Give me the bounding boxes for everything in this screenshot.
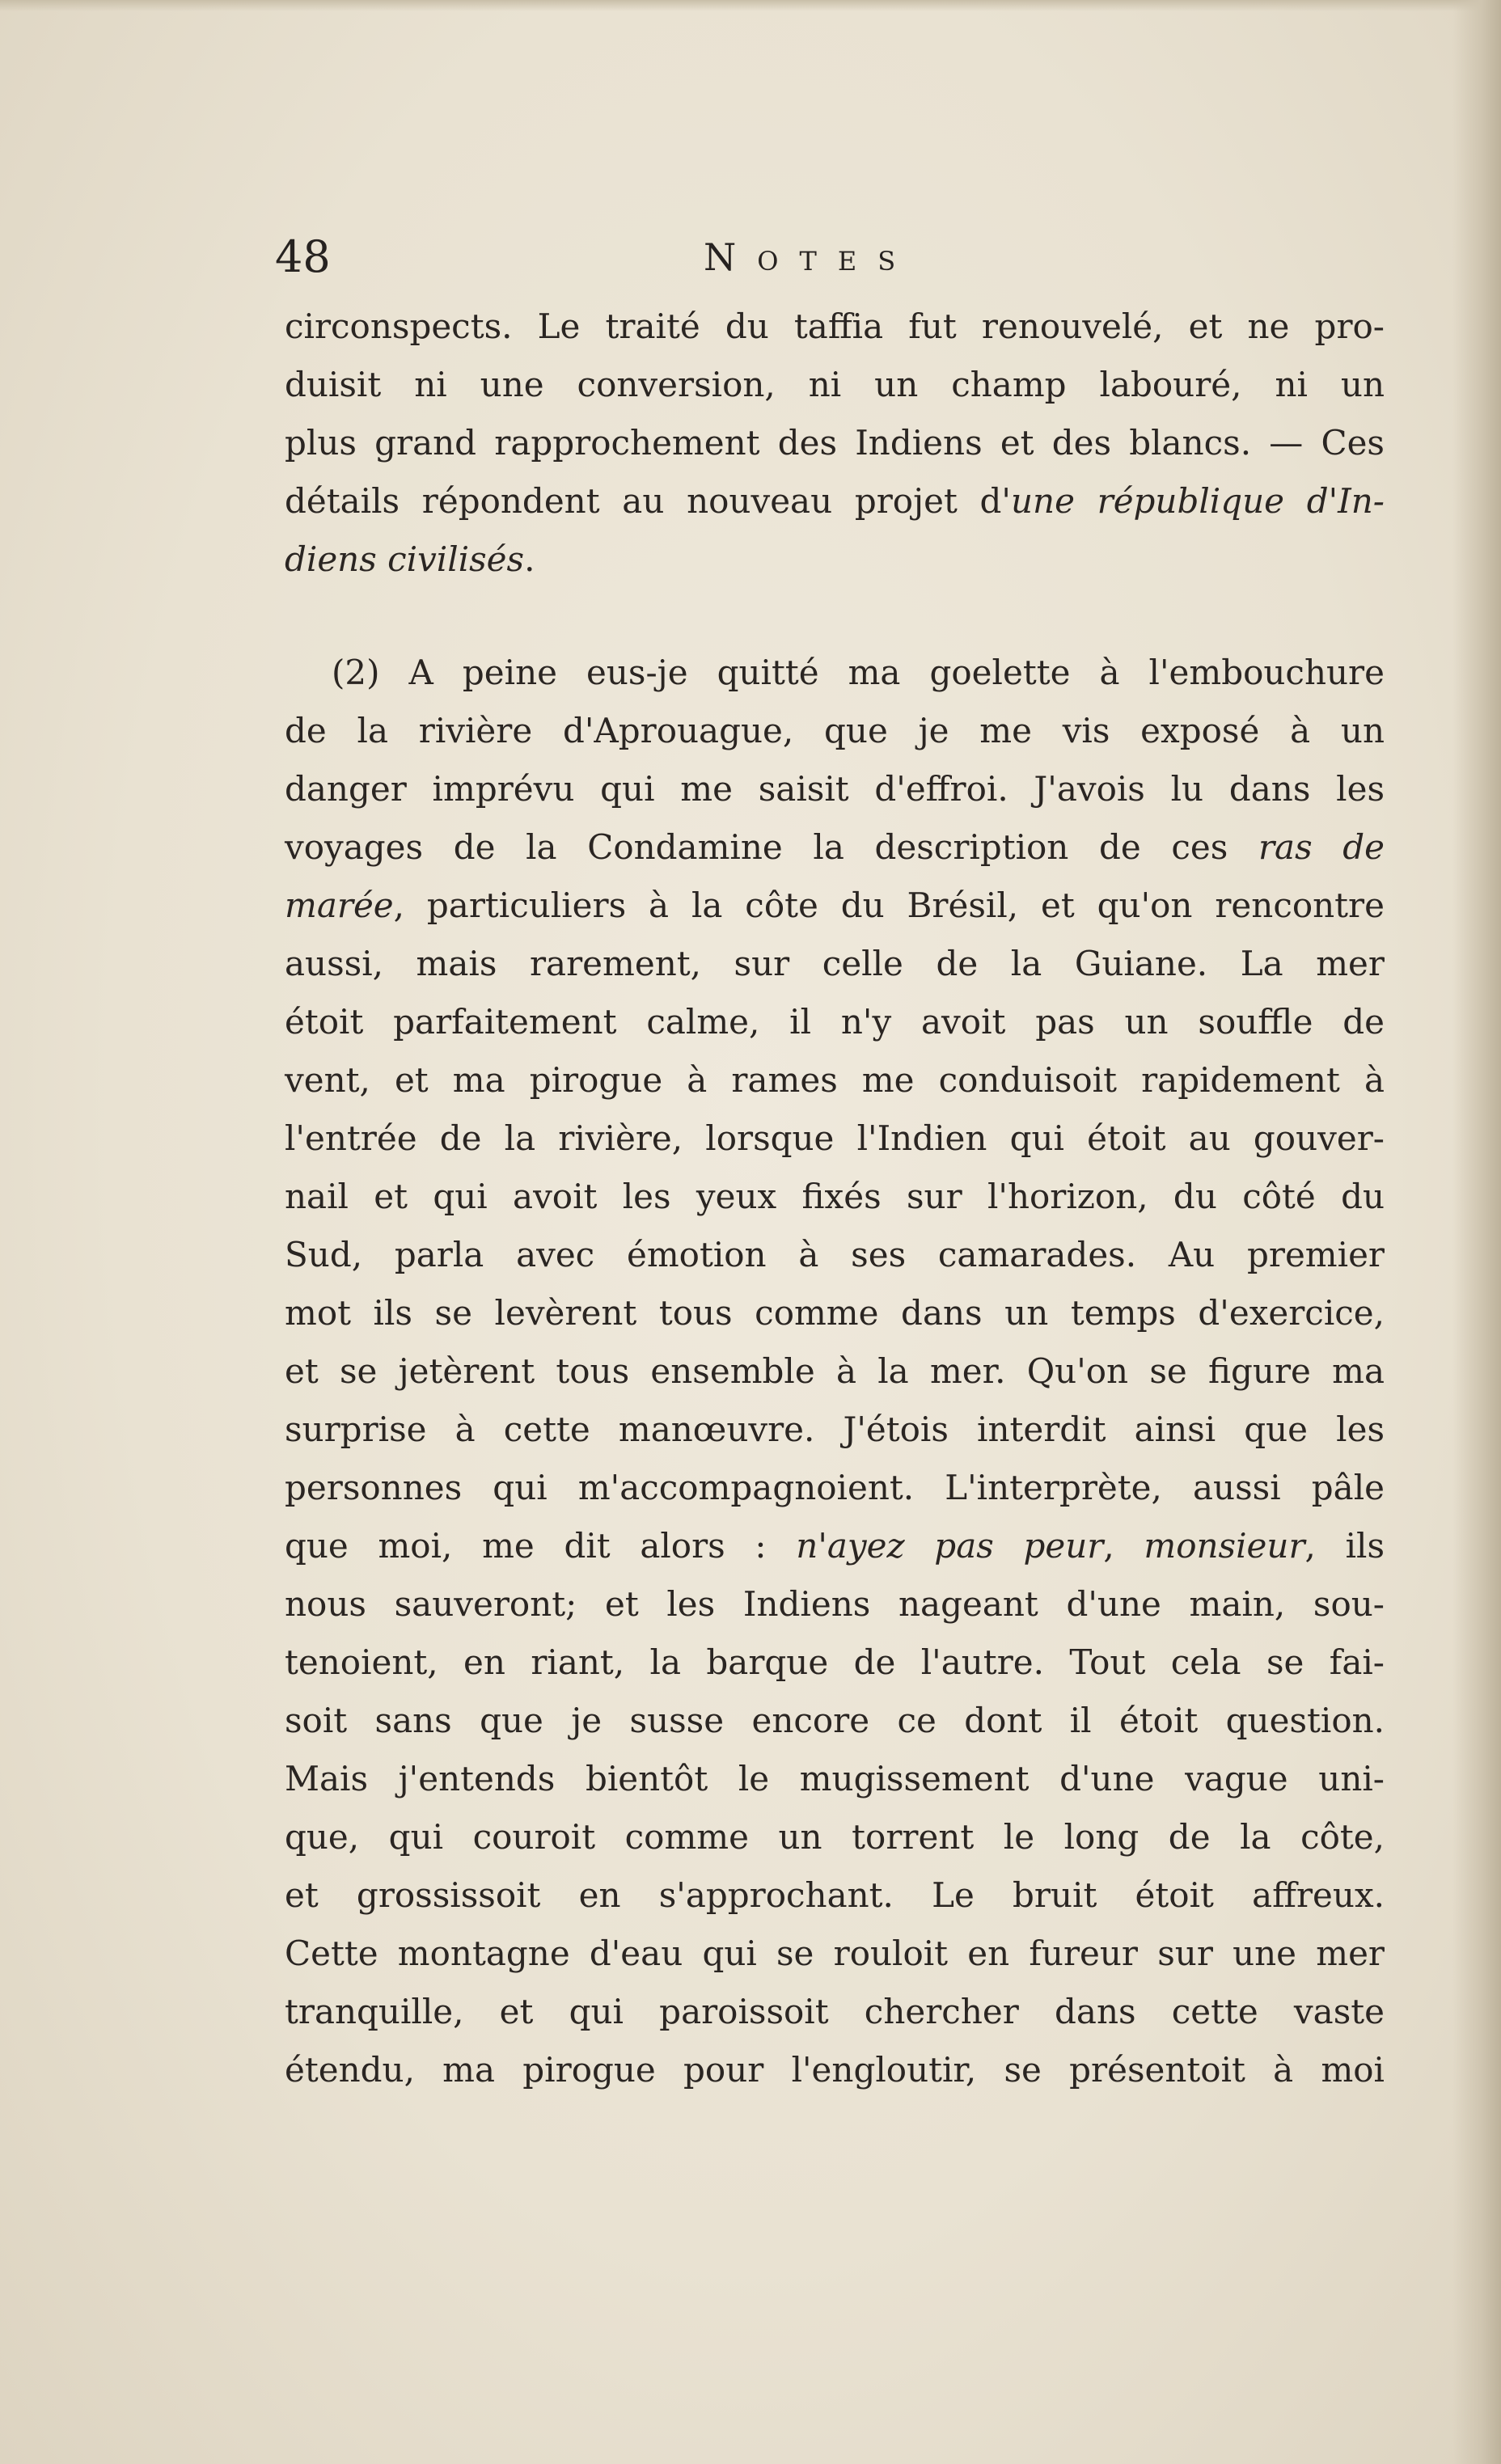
text-line: nail et qui avoit les yeux fixés sur l'horizon, du côté du bbox=[285, 1177, 1385, 1216]
text-line: tenoient, en riant, la barque de l'autre. Tout cela se fai- bbox=[285, 1642, 1385, 1682]
text-line: personnes qui m'accompagnoient. L'interprète, aussi pâle bbox=[285, 1468, 1385, 1507]
text-line: plus grand rapprochement des Indiens et des blancs. — Ces bbox=[285, 423, 1385, 463]
page-number: 48 bbox=[275, 231, 331, 282]
text-line: que, qui couroit comme un torrent le long de la côte, bbox=[285, 1817, 1385, 1857]
text-run: détails répondent au nouveau projet d' bbox=[285, 481, 1011, 521]
italic-run: diens civilisés bbox=[285, 539, 525, 579]
page-right-edge bbox=[1452, 0, 1501, 2464]
page-header bbox=[275, 225, 1391, 290]
italic-run: n'ayez pas peur bbox=[796, 1526, 1104, 1566]
text-line: danger imprévu qui me saisit d'effroi. J'avois lu dans les bbox=[285, 769, 1385, 809]
text-line bbox=[285, 530, 1385, 589]
text-run: , ils bbox=[1304, 1526, 1385, 1566]
text-line: de la rivière d'Aprouague, que je me vis exposé à un bbox=[285, 711, 1385, 750]
text-line: soit sans que je susse encore ce dont il étoit question. bbox=[285, 1701, 1385, 1740]
text-run: , particuliers à la côte du Brésil, et qu'on rencontre bbox=[393, 885, 1385, 925]
text-line: aussi, mais rarement, sur celle de la Guiane. La mer bbox=[285, 944, 1385, 983]
text-line: surprise à cette manœuvre. J'étois interdit ainsi que les bbox=[285, 1410, 1385, 1449]
paragraph-note-2 bbox=[285, 644, 1385, 2099]
text-run: , bbox=[1103, 1526, 1144, 1566]
text-line bbox=[285, 1517, 1385, 1575]
text-run: voyages de la Condamine la description de ces bbox=[285, 827, 1258, 867]
text-line: mot ils se levèrent tous comme dans un temps d'exercice, bbox=[285, 1293, 1385, 1333]
text-line: nous sauveront; et les Indiens nageant d'une main, sou- bbox=[285, 1584, 1385, 1624]
text-line: Mais j'entends bientôt le mugissement d'une vague uni- bbox=[285, 1759, 1385, 1798]
text-line bbox=[285, 877, 1385, 935]
text-line: l'entrée de la rivière, lorsque l'Indien qui étoit au gouver- bbox=[285, 1118, 1385, 1158]
text-run: que moi, me dit alors : bbox=[285, 1526, 797, 1566]
text-line bbox=[285, 472, 1385, 530]
text-line bbox=[285, 818, 1385, 877]
body-text bbox=[285, 298, 1385, 2099]
page-top-edge bbox=[0, 0, 1501, 11]
italic-run: monsieur bbox=[1144, 1526, 1305, 1566]
italic-run: marée bbox=[285, 885, 394, 925]
paragraph-continuation bbox=[285, 298, 1385, 589]
text-line: Sud, parla avec émotion à ses camarades. Au premier bbox=[285, 1235, 1385, 1274]
text-line: et grossissoit en s'approchant. Le bruit étoit affreux. bbox=[285, 1875, 1385, 1915]
text-line: Cette montagne d'eau qui se rouloit en fureur sur une mer bbox=[285, 1934, 1385, 1973]
italic-run: ras de bbox=[1258, 827, 1385, 867]
text-run: . bbox=[524, 539, 535, 579]
running-head: Notes bbox=[704, 235, 917, 279]
text-line: étendu, ma pirogue pour l'engloutir, se présentoit à moi bbox=[285, 2050, 1385, 2090]
text-line: vent, et ma pirogue à rames me conduisoit rapidement à bbox=[285, 1060, 1385, 1100]
text-line: tranquille, et qui paroissoit chercher dans cette vaste bbox=[285, 1992, 1385, 2031]
text-line: et se jetèrent tous ensemble à la mer. Qu'on se figure ma bbox=[285, 1351, 1385, 1391]
italic-run: une république d'In- bbox=[1010, 481, 1385, 521]
text-line: étoit parfaitement calme, il n'y avoit pas un souffle de bbox=[285, 1002, 1385, 1042]
text-line: circonspects. Le traité du taffia fut renouvelé, et ne pro- bbox=[285, 306, 1385, 346]
text-line: (2) A peine eus-je quitté ma goelette à l'embouchure bbox=[332, 653, 1385, 692]
text-line: duisit ni une conversion, ni un champ labouré, ni un bbox=[285, 365, 1385, 404]
